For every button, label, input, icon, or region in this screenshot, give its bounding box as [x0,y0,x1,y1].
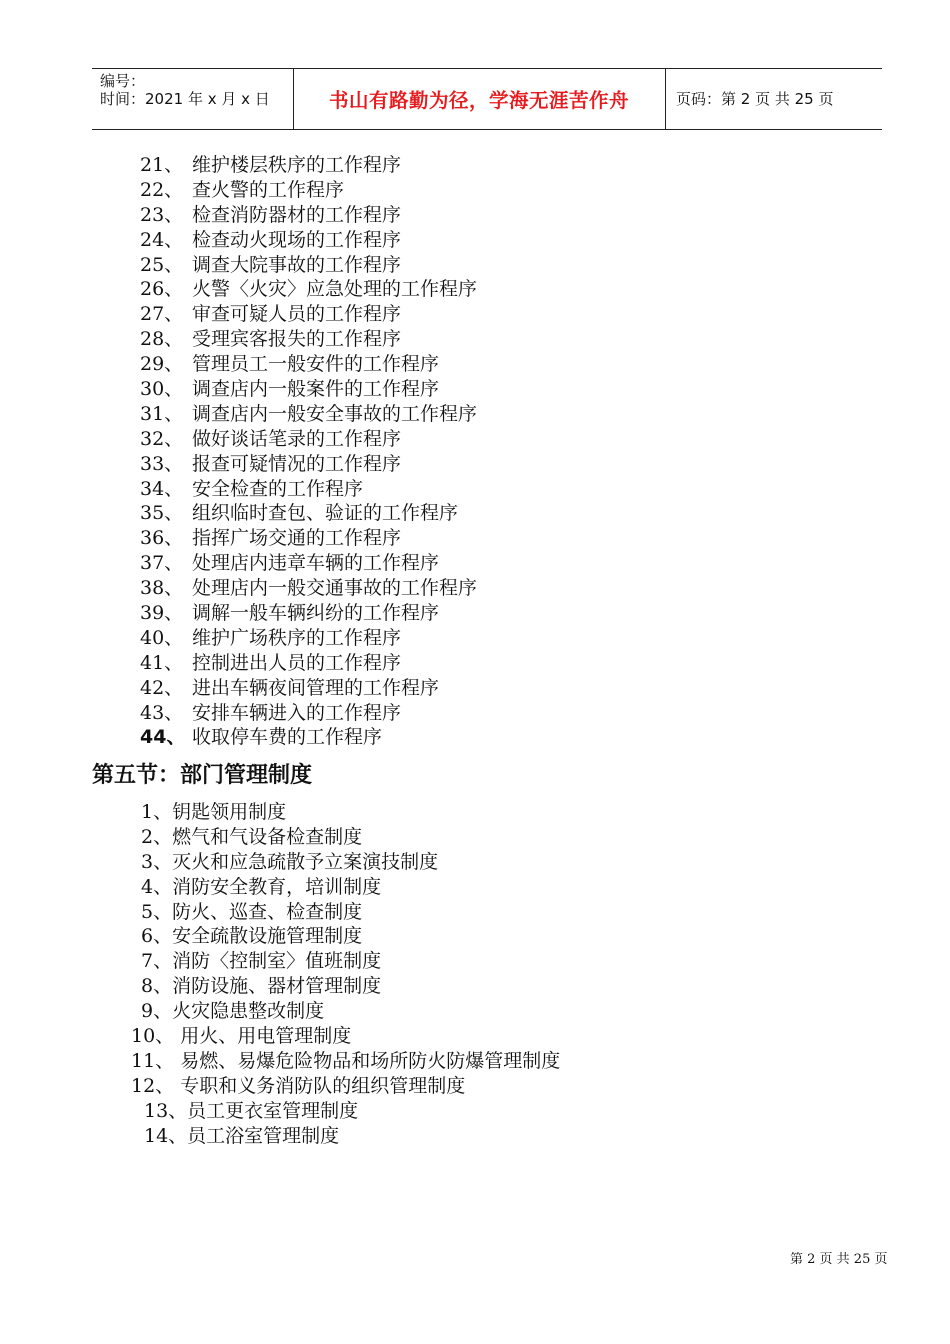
list-item [140,576,477,601]
list-item: 7、消防〈控制室〉值班制度 [141,950,382,973]
item-text: 调查店内一般安全事故的工作程序 [192,402,478,425]
time-label: 时间：2021 年 x 月 x 日 [100,90,270,108]
item-text: 收取停车费的工作程序 [192,726,383,749]
list-item: 12、 专职和义务消防队的组织管理制度 [131,1074,466,1097]
item-number: 27、 [140,303,184,326]
list-item [140,427,477,452]
item-text: 受理宾客报失的工作程序 [192,328,402,351]
item-text: 管理员工一般安件的工作程序 [192,353,440,376]
list-item [140,327,477,352]
item-number: 32、 [140,427,184,450]
list-item: 8、消防设施、器材管理制度 [141,975,382,998]
item-text: 检查动火现场的工作程序 [192,228,402,251]
item-number: 25、 [140,253,184,276]
list-item [140,402,477,427]
list-item [140,302,477,327]
item-number: 40、 [140,626,184,649]
list-item [140,377,477,402]
list-item [140,725,477,750]
list-item: 6、安全疏散设施管理制度 [141,925,363,948]
list-item [140,651,477,676]
item-number: 33、 [140,452,184,475]
list-item: 5、防火、巡查、检查制度 [141,900,363,923]
item-text: 调查店内一般案件的工作程序 [192,378,440,401]
item-text: 控制进出人员的工作程序 [192,651,402,674]
item-text: 调解一般车辆纠纷的工作程序 [192,602,440,625]
list-item [140,452,477,477]
list-item: 14、员工浴室管理制度 [144,1124,340,1147]
item-number: 29、 [140,353,184,376]
item-text: 维护楼层秩序的工作程序 [192,154,402,176]
item-text: 组织临时查包、验证的工作程序 [192,502,459,525]
header-page-label: 页码：第 2 页 共 25 页 [676,90,834,108]
list-item [140,477,477,502]
header-divider [665,69,666,129]
item-text: 调查大院事故的工作程序 [192,253,402,276]
list-item [140,526,477,551]
item-text: 做好谈话笔录的工作程序 [192,427,402,450]
item-text: 报查可疑情况的工作程序 [192,452,402,475]
item-text: 指挥广场交通的工作程序 [192,527,402,550]
list-item [140,352,477,377]
list-item [140,253,477,278]
item-text: 查火警的工作程序 [192,178,345,201]
item-number: 42、 [140,676,184,699]
item-text: 维护广场秩序的工作程序 [192,626,402,649]
item-text: 检查消防器材的工作程序 [192,203,402,226]
list-item [140,501,477,526]
list-item [140,178,477,203]
header-meta [100,72,270,108]
item-number: 39、 [140,602,184,625]
item-text: 审查可疑人员的工作程序 [192,303,402,326]
code-label: 编号： [100,72,146,90]
section-title: 第五节：部门管理制度 [92,763,313,788]
item-number: 37、 [140,552,184,575]
item-number: 24、 [140,228,184,251]
item-number: 35、 [140,502,184,525]
item-number: 36、 [140,527,184,550]
item-text: 处理店内一般交通事故的工作程序 [192,577,478,600]
item-text: 进出车辆夜间管理的工作程序 [192,676,440,699]
list-item [140,676,477,701]
item-number: 44、 [140,726,186,749]
list-item [140,701,477,726]
list-item: 4、消防安全教育，培训制度 [141,875,382,898]
list-item: 1、钥匙领用制度 [141,801,287,823]
list-item: 11、 易燃、易爆危险物品和场所防火防爆管理制度 [131,1049,561,1072]
list-item [140,551,477,576]
system-list [0,800,561,1148]
list-item [140,277,477,302]
item-text: 处理店内违章车辆的工作程序 [192,552,440,575]
item-number: 28、 [140,328,184,351]
item-text: 安排车辆进入的工作程序 [192,701,402,724]
list-item [140,203,477,228]
list-item: 13、员工更衣室管理制度 [144,1099,359,1122]
item-number: 22、 [140,178,184,201]
item-number: 38、 [140,577,184,600]
item-number: 43、 [140,701,184,724]
page-footer: 第 2 页 共 25 页 [790,1252,888,1267]
item-number: 26、 [140,278,184,301]
list-item: 2、燃气和气设备检查制度 [141,825,363,848]
list-item: 9、火灾隐患整改制度 [141,1000,325,1023]
list-item: 10、 用火、用电管理制度 [131,1025,352,1048]
header-motto: 书山有路勤为径，学海无涯苦作舟 [328,89,629,112]
item-number: 23、 [140,203,184,226]
procedure-list [140,153,477,750]
list-item [140,228,477,253]
list-item [140,626,477,651]
list-item: 3、灭火和应急疏散予立案演技制度 [141,850,439,873]
page-header [92,68,882,130]
list-item [140,601,477,626]
item-number: 30、 [140,378,184,401]
item-text: 安全检查的工作程序 [192,477,364,500]
item-number: 31、 [140,402,184,425]
list-item [140,153,477,178]
item-number: 21、 [140,154,184,176]
item-number: 34、 [140,477,184,500]
item-number: 41、 [140,651,184,674]
item-text: 火警〈火灾〉应急处理的工作程序 [192,278,478,301]
